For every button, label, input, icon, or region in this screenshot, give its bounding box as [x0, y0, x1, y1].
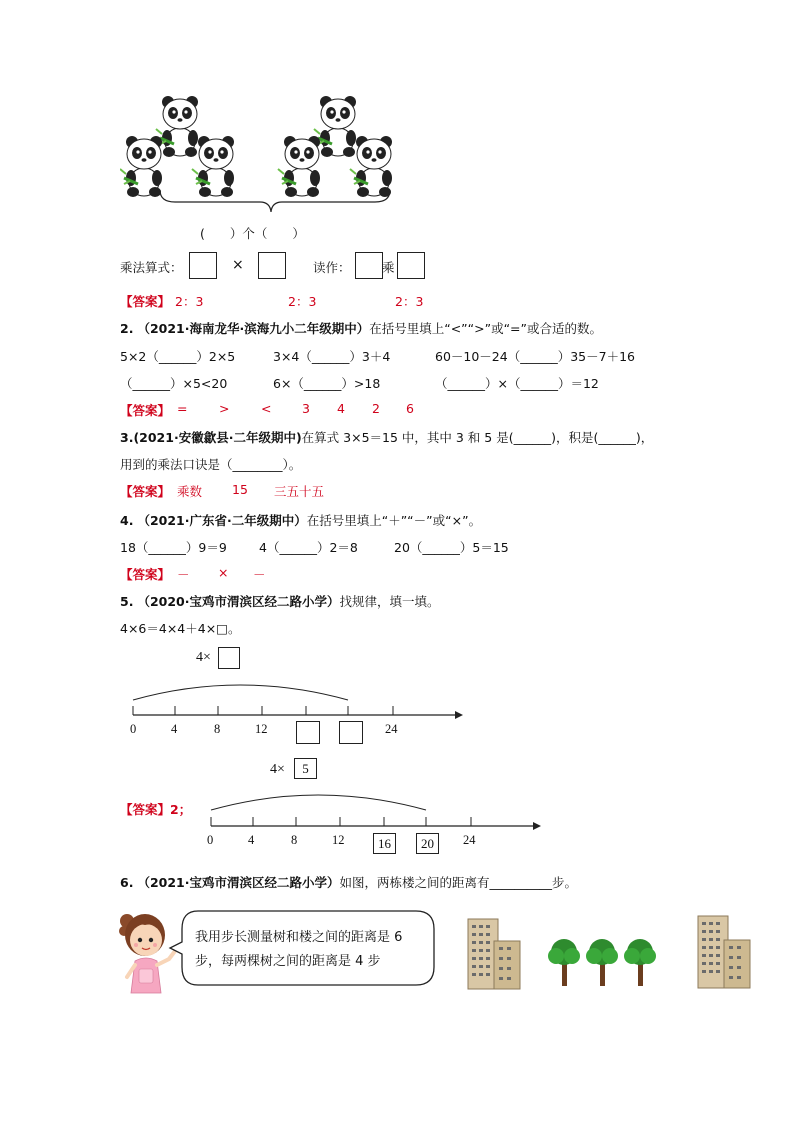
q2-answer-4: 3	[302, 401, 310, 416]
q2-number: 2.	[120, 321, 134, 336]
q3-answer-1: 乘数	[177, 484, 203, 499]
q2-answer-7: 6	[406, 401, 414, 416]
read-mid: 乘	[382, 260, 395, 275]
speech-bubble-shape	[168, 908, 438, 988]
q5-upper-answer-box-1[interactable]	[296, 721, 320, 744]
q4-source: （2021·广东省·二年级期中）	[137, 513, 307, 528]
q3-answer-2: 15	[232, 482, 248, 497]
q4-answer-2: ×	[218, 565, 229, 580]
q5-prompt: 找规律，填一填。	[339, 594, 440, 609]
q2-item-4: （______）×5<20	[120, 376, 228, 391]
q4-answer-3: －	[253, 567, 266, 582]
q5-equation: 4×6＝4×4＋4×□。	[120, 621, 241, 636]
q6-source: （2021·宝鸡市渭滨区经二路小学）	[137, 875, 340, 890]
q3-prompt: 在算式 3×5＝15 中，其中 3 和 5 是(______)，积是(______)，	[301, 430, 654, 445]
brace-label: ( ）个（ ）	[200, 226, 305, 241]
building-left-illustration	[466, 915, 522, 991]
q2-answer-1: =	[177, 401, 188, 416]
q1-answer-3: 2：3	[395, 294, 424, 309]
q2-answer-6: 2	[372, 401, 380, 416]
q2-item-1: 5×2（______）2×5	[120, 349, 236, 364]
q3-answer-tag: 【答案】	[120, 484, 171, 499]
read-label: 读作：	[313, 260, 351, 275]
q5-answer-box-16: 16	[373, 833, 396, 854]
q5-answer-tag: 【答案】2；	[120, 802, 192, 817]
q5-heading	[120, 592, 440, 610]
q4-prompt: 在括号里填上“＋”“－”或“×”。	[306, 513, 482, 528]
formula-box-2[interactable]	[258, 252, 286, 279]
q2-item-5: 6×（______）>18	[273, 376, 381, 391]
q6-heading	[120, 873, 577, 891]
q2-answer-5: 4	[337, 401, 345, 416]
speech-line-1: 我用步长测量树和楼之间的距离是 6	[195, 930, 403, 945]
q5-upper-tick-24: 24	[385, 722, 398, 736]
q3-heading	[120, 428, 653, 446]
q5-answer-label: 4×	[270, 762, 285, 777]
q3-prompt-line2: 用到的乘法口诀是（________）。	[120, 457, 302, 472]
q5-upper-tick-12: 12	[255, 722, 268, 736]
building-right-illustration	[696, 912, 752, 990]
q4-answer-tag: 【答案】	[120, 567, 171, 582]
q5-answer-tick-0: 0	[207, 833, 214, 847]
q2-item-2: 3×4（______）3＋4	[273, 349, 391, 364]
trees-illustration	[545, 930, 660, 990]
q5-answer-number-line	[203, 786, 548, 832]
formula-box-1[interactable]	[189, 252, 217, 279]
q5-answer-tick-24: 24	[463, 833, 476, 847]
q4-item-3: 20（______）5＝15	[394, 540, 509, 555]
q2-answer-tag: 【答案】	[120, 403, 171, 418]
q6-number: 6.	[120, 875, 134, 890]
q2-answer-2: >	[219, 401, 230, 416]
q5-answer-box-value: 5	[294, 758, 317, 779]
q5-upper-label: 4×	[196, 650, 211, 665]
q2-prompt: 在括号里填上“<”“>”或“=”或合适的数。	[369, 321, 603, 336]
q5-upper-tick-8: 8	[214, 722, 221, 736]
q1-answer-1: 2：3	[175, 294, 204, 309]
q5-answer-tick-12: 12	[332, 833, 345, 847]
q5-upper-number-line	[125, 676, 470, 722]
q5-source: （2020·宝鸡市渭滨区经二路小学）	[137, 594, 340, 609]
read-box-2[interactable]	[397, 252, 425, 279]
q3-number: 3.	[120, 430, 134, 445]
q4-item-1: 18（______）9＝9	[120, 540, 227, 555]
q2-heading	[120, 319, 602, 337]
q2-item-6: （______）×（______）＝12	[435, 376, 599, 391]
formula-label: 乘法算式：	[120, 260, 183, 275]
q5-answer-box-20: 20	[416, 833, 439, 854]
q2-source: （2021·海南龙华·滨海九小二年级期中）	[137, 321, 370, 336]
q4-heading	[120, 511, 481, 529]
q2-item-3: 60－10－24（______）35－7＋16	[435, 349, 635, 364]
times-sign: ×	[232, 257, 244, 273]
q5-upper-answer-box-2[interactable]	[339, 721, 363, 744]
read-box-1[interactable]	[355, 252, 383, 279]
q5-upper-tick-4: 4	[171, 722, 178, 736]
q3-answer-3: 三五十五	[274, 484, 325, 499]
speech-line-2: 步，每两棵树之间的距离是 4 步	[195, 954, 381, 969]
q1-answer-2: 2：3	[288, 294, 317, 309]
q6-prompt: 如图，两栋楼之间的距离有__________步。	[339, 875, 577, 890]
q4-answer-1: －	[177, 567, 190, 582]
q5-number: 5.	[120, 594, 134, 609]
q5-upper-blank-box[interactable]	[218, 647, 240, 669]
curly-brace	[155, 188, 395, 214]
q1-answer-tag: 【答案】	[120, 294, 171, 309]
q5-upper-tick-0: 0	[130, 722, 137, 736]
q4-number: 4.	[120, 513, 134, 528]
q3-source: (2021·安徽歙县·二年级期中)	[133, 430, 302, 445]
q4-item-2: 4（______）2＝8	[259, 540, 358, 555]
q5-answer-tick-8: 8	[291, 833, 298, 847]
q5-answer-tick-4: 4	[248, 833, 255, 847]
q2-answer-3: <	[261, 401, 272, 416]
